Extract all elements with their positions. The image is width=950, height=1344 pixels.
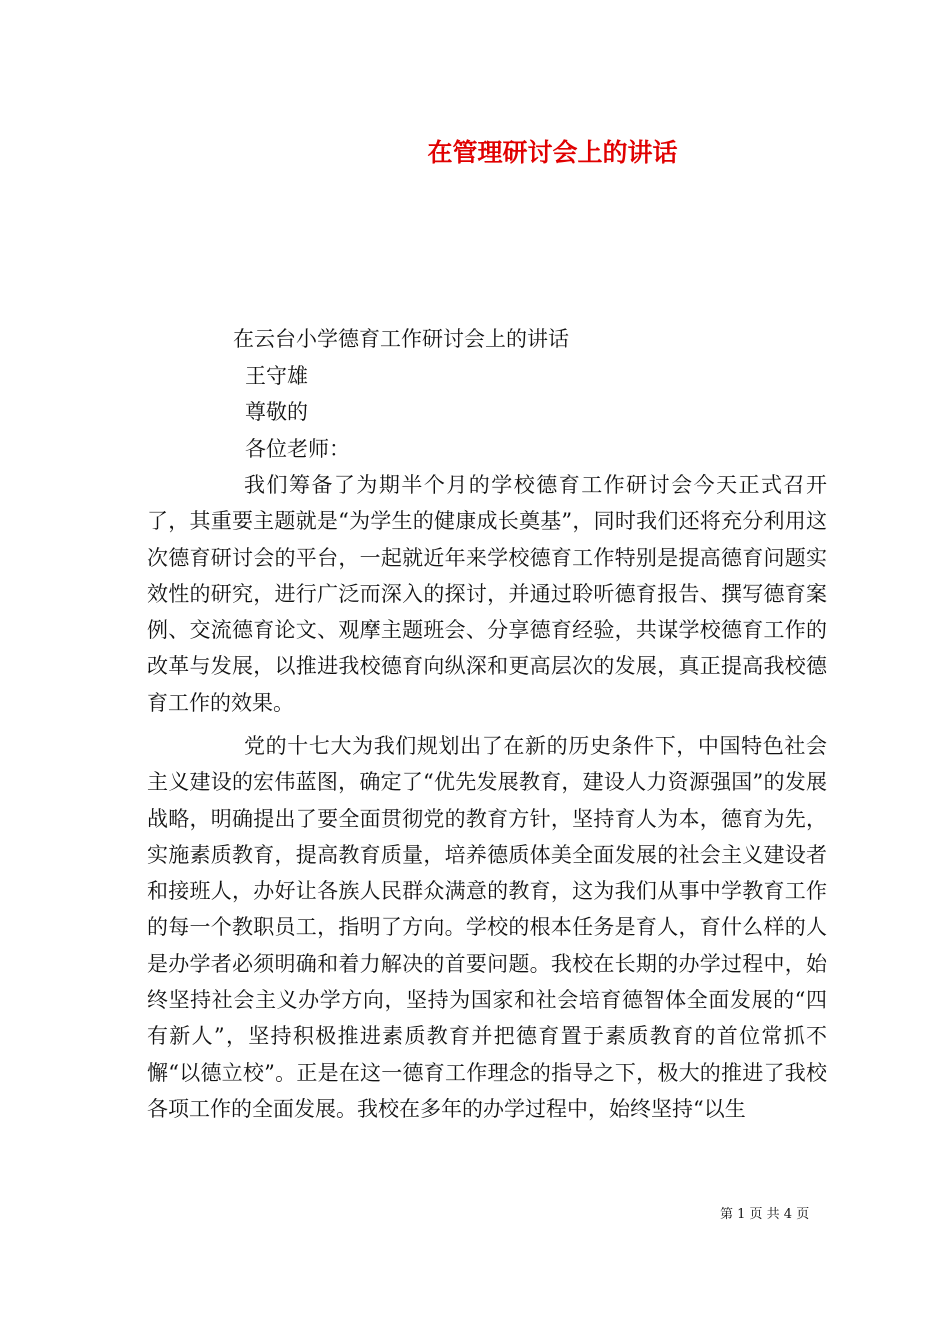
body-paragraph-2: 党的十七大为我们规划出了在新的历史条件下，中国特色社会主义建设的宏伟蓝图，确定了“优先发展教育，建设人力资源强国”的发展战略，明确提出了要全面贯彻党的教育方针，坚持育人为本，德育为先，实施素质教育，提高教育质量，培养德质体美全面发展的社会主义建设者和接班人，办好让各族人民群众满意的教育，这为我们从事中学教育工作的每一个教职员工，指明了方向。学校的根本任务是育人，育什么样的人是办学者必须明确和着力解决的首要问题。我校在长期的办学过程中，始终坚持社会主义办学方向，坚持为国家和社会培育德智体全面发展的“四有新人”，坚持积极推进素质教育并把德育置于素质教育的首位常抓不懈“以德立校”。正是在这一德育工作理念的指导之下，极大的推进了我校各项工作的全面发展。我校在多年的办学过程中，始终坚持“以生 <box>147 734 827 1121</box>
body-paragraph-1: 我们筹备了为期半个月的学校德育工作研讨会今天正式召开了，其重要主题就是“为学生的健康成长奠基”，同时我们还将充分利用这次德育研讨会的平台，一起就近年来学校德育工作特别是提高德育问题实效性的研究，进行广泛而深入的探讨，并通过聆听德育报告、撰写德育案例、交流德育论文、观摩主题班会、分享德育经验，共谋学校德育工作的改革与发展，以推进我校德育向纵深和更高层次的发展，真正提高我校德育工作的效果。 <box>147 473 827 715</box>
salutation-line-2: 各位老师： <box>245 437 350 461</box>
page-footer: 第 1 页 共 4 页 <box>720 1207 810 1222</box>
heading-line: 在云台小学德育工作研讨会上的讲话 <box>233 327 569 351</box>
salutation-line-1: 尊敬的 <box>245 400 308 424</box>
author-name: 王守雄 <box>245 364 308 388</box>
document-title: 在管理研讨会上的讲话 <box>427 138 678 167</box>
